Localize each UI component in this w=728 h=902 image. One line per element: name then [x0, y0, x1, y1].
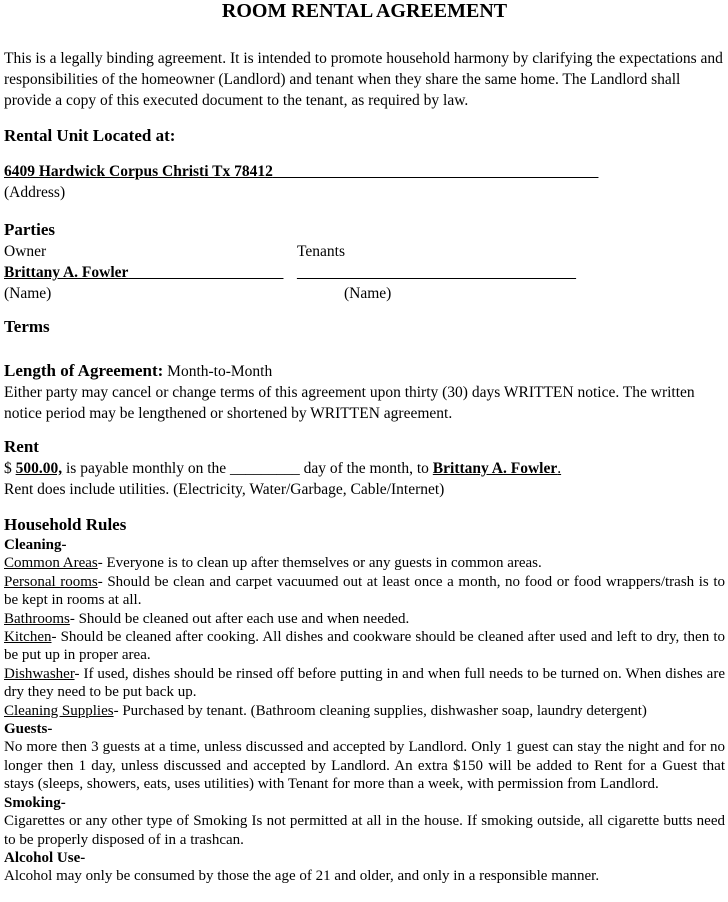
smoking-paragraph: Cigarettes or any other type of Smoking Is not permitted at all in the house. If smoking outside, all cigarette butts need to be properly disposed of in a trashcan.: [4, 813, 725, 848]
rent-middle1: is payable monthly on the: [62, 460, 231, 477]
rule-common-areas-text: - Everyone is to clean up after themselves or any guests in common areas.: [97, 555, 542, 572]
tenant-blank-line: ____________________________________: [297, 264, 576, 281]
rule-cleaning-supplies: [4, 702, 725, 720]
rule-personal-rooms-term: Personal rooms: [4, 573, 98, 590]
rule-common-areas-term: Common Areas: [4, 555, 98, 572]
rule-kitchen-text: - Should be cleaned after cooking. All dishes and cookware should be cleaned after used and left to dry, then to be put up in proper area.: [4, 629, 725, 664]
cancel-terms-paragraph: Either party may cancel or change terms of this agreement upon thirty (30) days WRITTEN notice. The written notice period may be lengthened or shortened by WRITTEN agreement.: [4, 384, 695, 422]
address-label: (Address): [4, 184, 66, 201]
rule-kitchen-term: Kitchen: [4, 629, 52, 646]
length-value: Month-to-Month: [163, 363, 273, 380]
cleaning-label: Cleaning-: [4, 537, 67, 553]
household-rules-section: [4, 536, 725, 886]
smoking-label: Smoking-: [4, 794, 66, 811]
guests-paragraph: No more then 3 guests at a time, unless discussed and accepted by Landlord. Only 1 guest can stay the night and for no longer then 1 day, unless discussed and accepted by Landlord. An extra $150 will be added to Rent for a Guest that stays (sleeps, showers, eats, uses utilities) with Tenant for more than a week, with permission from Landlord.: [4, 739, 725, 793]
owner-name-label: (Name): [4, 285, 52, 302]
page-title: ROOM RENTAL AGREEMENT: [221, 0, 508, 22]
party-name-labels-row: [4, 283, 725, 304]
rent-heading: Rent: [4, 437, 39, 456]
alcohol-use-label: Alcohol Use-: [4, 849, 86, 866]
party-name-lines-row: [4, 262, 725, 283]
guests-label: Guests-: [4, 721, 53, 738]
household-rules-heading: Household Rules: [4, 515, 127, 534]
tenant-name-label: (Name): [344, 285, 392, 302]
length-label: Length of Agreement:: [4, 361, 164, 380]
rent-line: [4, 458, 725, 479]
tenant-name-line: [297, 262, 725, 283]
rule-personal-rooms: [4, 573, 725, 610]
rent-suffix: .: [557, 460, 562, 477]
rule-common-areas: [4, 554, 725, 572]
owner-blank-line: ____________________: [128, 264, 284, 281]
rule-dishwasher: [4, 665, 725, 702]
party-labels-row: [4, 241, 725, 262]
rent-utilities-line: Rent does include utilities. (Electricity, Water/Garbage, Cable/Internet): [4, 481, 445, 498]
address-line: [4, 161, 725, 182]
rule-kitchen: [4, 628, 725, 665]
address-blank-line: __________________________________________: [272, 163, 599, 180]
rule-bathrooms: [4, 610, 725, 628]
owner-name-line: [4, 262, 297, 283]
rent-prefix: $: [4, 460, 16, 477]
rule-dishwasher-term: Dishwasher: [4, 665, 75, 682]
rule-bathrooms-text: - Should be cleaned out after each use and when needed.: [69, 610, 410, 627]
rent-amount: 500.00,: [15, 460, 63, 477]
terms-heading: Terms: [4, 317, 50, 336]
rent-day-blank: _________: [230, 460, 300, 477]
alcohol-paragraph: Alcohol may only be consumed by those the age of 21 and older, and only in a responsible manner.: [4, 868, 600, 885]
rent-middle2: day of the month, to: [299, 460, 433, 477]
owner-label: Owner: [4, 243, 47, 260]
intro-paragraph: This is a legally binding agreement. It is intended to promote household harmony by clarifying the expectations and responsibilities of the homeowner (Landlord) and tenant when they share the same home. The Landlord shall provide a copy of this executed document to the tenant, as required by law.: [4, 50, 723, 109]
parties-heading: Parties: [4, 220, 55, 239]
length-of-agreement-line: [4, 360, 725, 382]
rule-cleaning-supplies-term: Cleaning Supplies: [4, 702, 114, 719]
owner-name: Brittany A. Fowler: [4, 264, 129, 281]
tenants-label: Tenants: [297, 243, 345, 260]
rule-dishwasher-text: - If used, dishes should be rinsed off before putting in and when full needs to be turned on. When dishes are dry they need to be put back up.: [4, 665, 725, 701]
rule-cleaning-supplies-text: - Purchased by tenant. (Bathroom cleaning supplies, dishwasher soap, laundry detergent): [113, 702, 647, 719]
rule-personal-rooms-text: - Should be clean and carpet vacuumed out at least once a month, no food or food wrappers/trash is to be kept in rooms at all.: [4, 573, 725, 609]
rent-payee: Brittany A. Fowler: [432, 460, 558, 477]
address-text: 6409 Hardwick Corpus Christi Tx 78412: [4, 163, 273, 180]
rule-bathrooms-term: Bathrooms: [4, 610, 70, 627]
rental-unit-heading: Rental Unit Located at:: [4, 126, 176, 145]
